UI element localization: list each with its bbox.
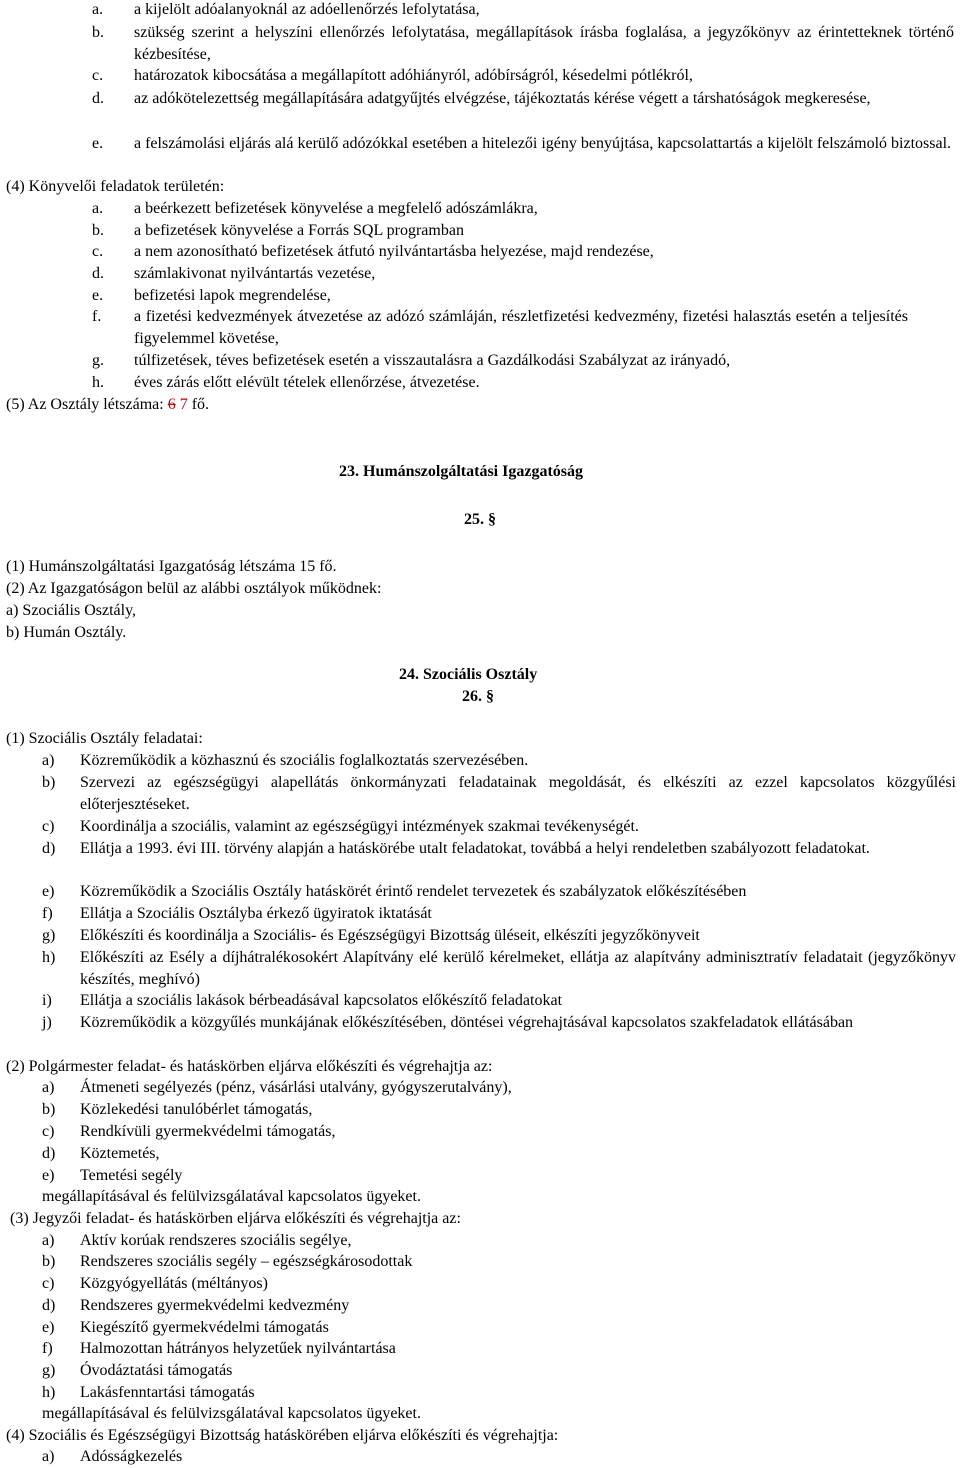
list-item-text: a fizetési kedvezmények átvezetése az adózó számláján, részletfizetési kedvezmény, fizetési halasztás esetén a teljesítés figyelemmel követése, [134, 308, 908, 347]
deleted-value: 6 [167, 396, 176, 413]
list-item-marker: b. [92, 222, 104, 239]
list-item-marker: h) [42, 949, 56, 966]
body-line: (1) Humánszolgáltatási Igazgatóság létszáma 15 fő. [6, 558, 337, 575]
chapter-title: 24. Szociális Osztály [399, 666, 538, 683]
list-item-text: Átmeneti segélyezés (pénz, vásárlási utalvány, gyógyszerutalvány), [80, 1079, 512, 1096]
list-item-marker: a. [92, 200, 104, 217]
list-item-marker: d) [42, 840, 56, 857]
list-item-marker: i) [42, 992, 52, 1009]
list-item-marker: c. [92, 67, 104, 84]
list-item-text: Halmozottan hátrányos helyzetűek nyilvántartása [80, 1340, 396, 1357]
list-item-text: a nem azonosítható befizetések átfutó nyilvántartásba helyezése, majd rendezése, [134, 243, 654, 260]
list-item-marker: f. [92, 308, 102, 325]
list-item-marker: a) [42, 1448, 55, 1465]
staff-count-suffix: fő. [187, 396, 210, 413]
list-item-text: Rendszeres gyermekvédelmi kedvezmény [80, 1297, 350, 1314]
list-item-marker: g) [42, 927, 56, 944]
list-item-marker: f) [42, 905, 53, 922]
list-item-marker: a) [42, 1079, 55, 1096]
list-item-marker: b) [42, 1253, 56, 1270]
list-item-text: Köztemetés, [80, 1145, 160, 1162]
list-item-text: szükség szerint a helyszíni ellenőrzés lefolytatása, megállapítások írásba foglalása, a jegyzőkönyv az érintetteknek történő kézbesítése, [134, 24, 954, 63]
paragraph-number: 26. § [462, 688, 494, 705]
list-item-marker: d) [42, 1297, 56, 1314]
list-item-text: Lakásfenntartási támogatás [80, 1384, 255, 1401]
list-item-marker: a) [42, 1232, 55, 1249]
list-item-text: Ellátja a 1993. évi III. törvény alapján a hatáskörébe utalt feladatokat, továbbá a helyi rendeletben szabályozott feladatokat. [80, 840, 870, 857]
list-item-text: Közreműködik a Szociális Osztály hatáskörét érintő rendelet tervezetek és szabályzatok előkészítésében [80, 883, 747, 900]
section-heading: (3) Jegyzői feladat- és hatáskörben eljárva előkészíti és végrehajtja az: [10, 1210, 461, 1227]
list-item-marker: f) [42, 1340, 53, 1357]
list-item-marker: a) [42, 752, 55, 769]
body-line: a) Szociális Osztály, [6, 602, 137, 619]
list-item-text: a kijelölt adóalanyoknál az adóellenőrzés lefolytatása, [134, 1, 480, 18]
list-item-text: túlfizetések, téves befizetések esetén a visszautalásra a Gazdálkodási Szabályzat az irányadó, [134, 352, 731, 369]
list-item-marker: e) [42, 883, 55, 900]
list-item-marker: h. [92, 374, 104, 391]
section-heading: (2) Polgármester feladat- és hatáskörben eljárva előkészíti és végrehajtja az: [6, 1058, 493, 1075]
closing-line: megállapításával és felülvizsgálatával kapcsolatos ügyeket. [42, 1188, 421, 1205]
staff-count-line [6, 395, 209, 415]
list-item-marker: e) [42, 1319, 55, 1336]
list-item-text: a beérkezett befizetések könyvelése a megfelelő adószámlákra, [134, 200, 538, 217]
list-item-text: Rendszeres szociális segély – egészségkárosodottak [80, 1253, 413, 1270]
list-item-text: számlakivonat nyilvántartás vezetése, [134, 265, 376, 282]
list-item-marker: c. [92, 243, 104, 260]
list-item-text: Ellátja a szociális lakások bérbeadásával kapcsolatos előkészítő feladatokat [80, 992, 563, 1009]
list-item-text: Előkészíti az Esély a díjhátralékosokért Alapítvány elé kerülő kérelmeket, ellátja az alapítvány adminisztratív feladatait (jegyzőkönyv készítés, meghívó) [80, 949, 956, 988]
list-item-text: éves zárás előtt elévült tételek ellenőrzése, átvezetése. [134, 374, 480, 391]
section-heading: (1) Szociális Osztály feladatai: [6, 730, 203, 747]
list-item-marker: e. [92, 287, 104, 304]
list-item-text: Közgyógyellátás (méltányos) [80, 1275, 268, 1292]
section-heading: (4) Könyvelői feladatok területén: [6, 178, 225, 195]
list-item-text: Kiegészítő gyermekvédelmi támogatás [80, 1319, 329, 1336]
list-item-text: Aktív korúak rendszeres szociális segélye, [80, 1232, 352, 1249]
list-item-text: Közreműködik a közhasznú és szociális foglalkoztatás szervezésében. [80, 752, 529, 769]
staff-count-prefix: (5) Az Osztály létszáma: [6, 396, 168, 413]
list-item-marker: e) [42, 1167, 55, 1184]
list-item-marker: g) [42, 1362, 56, 1379]
body-line: b) Humán Osztály. [6, 624, 127, 641]
list-item-text: a befizetések könyvelése a Forrás SQL programban [134, 222, 464, 239]
list-item-marker: d. [92, 265, 104, 282]
list-item-marker: b) [42, 774, 56, 791]
list-item-text: Közlekedési tanulóbérlet támogatás, [80, 1101, 313, 1118]
list-item-text: Előkészíti és koordinálja a Szociális- és Egészségügyi Bizottság üléseit, elkészíti jegyzőkönyveit [80, 927, 700, 944]
closing-line: megállapításával és felülvizsgálatával kapcsolatos ügyeket. [42, 1405, 421, 1422]
list-item-text: Temetési segély [80, 1167, 183, 1184]
list-item-text: Koordinálja a szociális, valamint az egészségügyi intézmények szakmai tevékenységét. [80, 818, 639, 835]
body-line: (2) Az Igazgatóságon belül az alábbi osztályok működnek: [6, 580, 382, 597]
section-heading: (4) Szociális és Egészségügyi Bizottság hatáskörében eljárva előkészíti és végrehajtja: [6, 1427, 559, 1444]
inserted-value: 7 [179, 396, 188, 413]
list-item-text: Ellátja a Szociális Osztályba érkező ügyiratok iktatását [80, 905, 432, 922]
list-item-marker: e. [92, 135, 104, 152]
chapter-title: 23. Humánszolgáltatási Igazgatóság [339, 463, 583, 480]
list-item-text: Közreműködik a közgyűlés munkájának előkészítésében, döntései végrehajtásával kapcsolatos szakfeladatok ellátásában [80, 1014, 854, 1031]
list-item-text: Szervezi az egészségügyi alapellátás önkormányzati feladatainak megoldását, és elkészíti az ezzel kapcsolatos közgyűlési előterjesztéseket. [80, 774, 956, 813]
list-item-marker: g. [92, 352, 104, 369]
list-item-text: befizetési lapok megrendelése, [134, 287, 331, 304]
list-item-marker: b) [42, 1101, 56, 1118]
list-item-marker: j) [42, 1014, 52, 1031]
list-item-text: határozatok kibocsátása a megállapított adóhiányról, adóbírságról, késedelmi pótlékról, [134, 67, 693, 84]
list-item-text: Óvodáztatási támogatás [80, 1362, 233, 1379]
list-item-marker: a. [92, 1, 104, 18]
list-item-marker: d. [92, 90, 104, 107]
list-item-text: Rendkívüli gyermekvédelmi támogatás, [80, 1123, 336, 1140]
list-item-marker: c) [42, 818, 55, 835]
list-item-marker: c) [42, 1123, 55, 1140]
list-item-text: az adókötelezettség megállapítására adatgyűjtés elvégzése, tájékoztatás kérése végett a társhatóságok megkeresése, [134, 90, 871, 107]
list-item-text: a felszámolási eljárás alá kerülő adózókkal esetében a hitelezői igény benyújtása, kapcsolattartás a kijelölt felszámoló biztossal. [134, 135, 952, 152]
list-item-marker: d) [42, 1145, 56, 1162]
paragraph-number: 25. § [464, 511, 496, 528]
list-item-marker: h) [42, 1384, 56, 1401]
list-item-text: Adósságkezelés [80, 1448, 183, 1465]
list-item-marker: c) [42, 1275, 55, 1292]
list-item-marker: b. [92, 24, 104, 41]
